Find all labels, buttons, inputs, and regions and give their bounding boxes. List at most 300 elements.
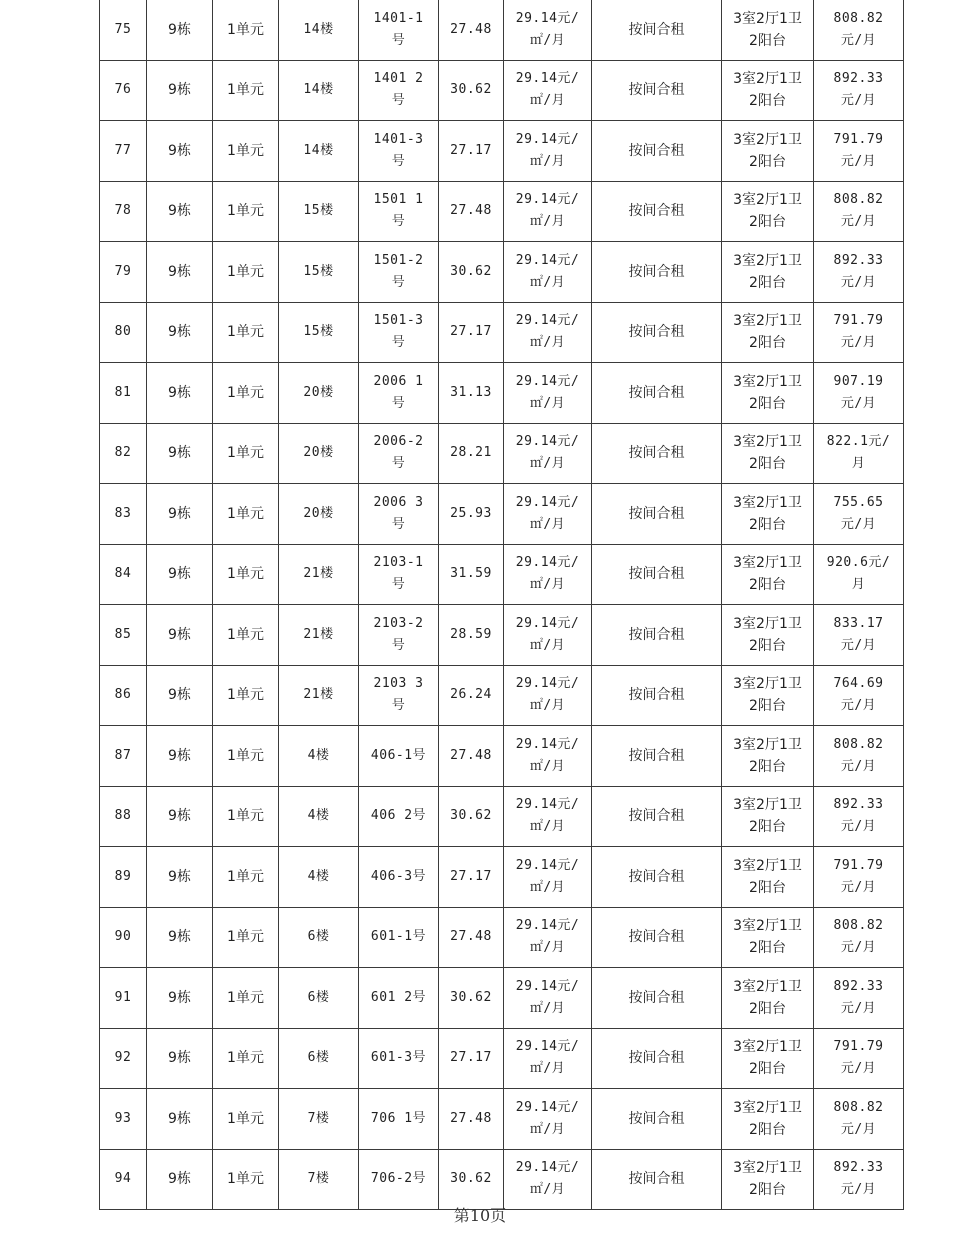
cell-building: 9栋 bbox=[147, 60, 213, 121]
cell-layout bbox=[722, 1028, 814, 1089]
cell-row-number: 89 bbox=[100, 847, 147, 908]
cell-unit-price bbox=[504, 1149, 592, 1210]
cell-room-number bbox=[359, 363, 439, 424]
cell-floor: 20楼 bbox=[279, 423, 359, 484]
cell-unit-price bbox=[504, 726, 592, 787]
cell-monthly-rent bbox=[814, 665, 904, 726]
cell-area: 30.62 bbox=[439, 1149, 504, 1210]
cell-building: 9栋 bbox=[147, 544, 213, 605]
cell-unit-price bbox=[504, 242, 592, 303]
cell-unit-price-line2: ㎡/月 bbox=[529, 758, 566, 774]
cell-monthly-rent-line1: 892.33 bbox=[833, 252, 884, 268]
cell-room-number-line1: 1501-2 bbox=[373, 252, 424, 268]
cell-layout-line2: 2阳台 bbox=[749, 577, 786, 594]
cell-unit-price bbox=[504, 847, 592, 908]
cell-unit-price-line2: ㎡/月 bbox=[529, 395, 566, 411]
cell-floor: 4楼 bbox=[279, 786, 359, 847]
cell-monthly-rent bbox=[814, 544, 904, 605]
cell-monthly-rent-line1: 892.33 bbox=[833, 978, 884, 994]
cell-unit-price bbox=[504, 484, 592, 545]
cell-monthly-rent bbox=[814, 968, 904, 1029]
cell-row-number: 82 bbox=[100, 423, 147, 484]
cell-room-number bbox=[359, 544, 439, 605]
cell-area: 27.48 bbox=[439, 0, 504, 60]
cell-floor: 14楼 bbox=[279, 0, 359, 60]
cell-rental-method: 按间合租 bbox=[592, 665, 722, 726]
table-row bbox=[100, 121, 904, 182]
cell-layout-line2: 2阳台 bbox=[749, 1182, 786, 1199]
cell-room-number bbox=[359, 786, 439, 847]
cell-unit-price-line1: 29.14元/ bbox=[515, 615, 580, 631]
cell-layout bbox=[722, 847, 814, 908]
cell-rental-method: 按间合租 bbox=[592, 907, 722, 968]
cell-layout bbox=[722, 60, 814, 121]
cell-unit-price bbox=[504, 786, 592, 847]
cell-layout-line2: 2阳台 bbox=[749, 637, 786, 654]
cell-unit-price-line1: 29.14元/ bbox=[515, 797, 580, 813]
cell-monthly-rent bbox=[814, 786, 904, 847]
cell-monthly-rent bbox=[814, 242, 904, 303]
cell-area: 31.59 bbox=[439, 544, 504, 605]
cell-layout-line1: 3室2厅1卫 bbox=[733, 615, 802, 632]
cell-unit-price-line1: 29.14元/ bbox=[515, 373, 580, 389]
cell-area: 27.48 bbox=[439, 726, 504, 787]
cell-unit-price-line1: 29.14元/ bbox=[515, 71, 580, 87]
cell-rental-method: 按间合租 bbox=[592, 1149, 722, 1210]
cell-room-number bbox=[359, 605, 439, 666]
cell-unit-price-line1: 29.14元/ bbox=[515, 1039, 580, 1055]
cell-layout-line1: 3室2厅1卫 bbox=[733, 192, 802, 209]
cell-room-number-line1: 2103-1 bbox=[373, 555, 424, 571]
cell-layout-line2: 2阳台 bbox=[749, 758, 786, 775]
cell-room-number bbox=[359, 847, 439, 908]
cell-room-number bbox=[359, 242, 439, 303]
cell-unit: 1单元 bbox=[213, 1028, 279, 1089]
cell-unit-price-line1: 29.14元/ bbox=[515, 434, 580, 450]
cell-layout bbox=[722, 363, 814, 424]
cell-area: 27.48 bbox=[439, 1089, 504, 1150]
cell-unit: 1单元 bbox=[213, 121, 279, 182]
cell-monthly-rent-line2: 元/月 bbox=[840, 32, 877, 48]
cell-floor: 6楼 bbox=[279, 968, 359, 1029]
cell-monthly-rent-line1: 920.6元/ bbox=[826, 555, 891, 571]
cell-unit: 1单元 bbox=[213, 665, 279, 726]
cell-unit-price-line2: ㎡/月 bbox=[529, 93, 566, 109]
cell-room-number-line2: 号 bbox=[391, 32, 406, 48]
rental-table bbox=[99, 0, 904, 1210]
cell-layout-line1: 3室2厅1卫 bbox=[733, 978, 802, 995]
cell-layout-line2: 2阳台 bbox=[749, 1000, 786, 1017]
cell-unit-price-line1: 29.14元/ bbox=[515, 252, 580, 268]
cell-floor: 15楼 bbox=[279, 242, 359, 303]
cell-room-number bbox=[359, 665, 439, 726]
cell-unit-price-line2: ㎡/月 bbox=[529, 32, 566, 48]
cell-unit-price bbox=[504, 665, 592, 726]
cell-room-number-line1: 1401-3 bbox=[373, 131, 424, 147]
cell-area: 28.21 bbox=[439, 423, 504, 484]
cell-room-number-line1: 406-1号 bbox=[370, 747, 427, 763]
cell-monthly-rent-line1: 833.17 bbox=[833, 615, 884, 631]
cell-layout-line1: 3室2厅1卫 bbox=[733, 494, 802, 511]
cell-layout bbox=[722, 1089, 814, 1150]
cell-unit-price bbox=[504, 181, 592, 242]
cell-unit-price bbox=[504, 968, 592, 1029]
cell-floor: 6楼 bbox=[279, 1028, 359, 1089]
table-row bbox=[100, 907, 904, 968]
cell-monthly-rent-line1: 808.82 bbox=[833, 1099, 884, 1115]
cell-building: 9栋 bbox=[147, 847, 213, 908]
cell-monthly-rent-line1: 791.79 bbox=[833, 313, 884, 329]
cell-unit: 1单元 bbox=[213, 605, 279, 666]
cell-unit-price-line1: 29.14元/ bbox=[515, 1099, 580, 1115]
cell-room-number-line1: 406 2号 bbox=[370, 808, 427, 824]
cell-monthly-rent-line1: 892.33 bbox=[833, 1160, 884, 1176]
cell-layout-line1: 3室2厅1卫 bbox=[733, 434, 802, 451]
cell-floor: 20楼 bbox=[279, 363, 359, 424]
table-row bbox=[100, 1028, 904, 1089]
cell-room-number bbox=[359, 0, 439, 60]
cell-building: 9栋 bbox=[147, 242, 213, 303]
cell-rental-method: 按间合租 bbox=[592, 0, 722, 60]
cell-building: 9栋 bbox=[147, 484, 213, 545]
cell-floor: 7楼 bbox=[279, 1149, 359, 1210]
cell-building: 9栋 bbox=[147, 1149, 213, 1210]
cell-layout bbox=[722, 302, 814, 363]
table-row bbox=[100, 181, 904, 242]
cell-room-number-line1: 601-3号 bbox=[370, 1050, 427, 1066]
cell-monthly-rent bbox=[814, 60, 904, 121]
cell-unit-price bbox=[504, 121, 592, 182]
cell-monthly-rent-line2: 元/月 bbox=[840, 637, 877, 653]
cell-rental-method: 按间合租 bbox=[592, 60, 722, 121]
cell-row-number: 87 bbox=[100, 726, 147, 787]
cell-building: 9栋 bbox=[147, 302, 213, 363]
cell-unit-price-line1: 29.14元/ bbox=[515, 978, 580, 994]
cell-monthly-rent-line1: 791.79 bbox=[833, 131, 884, 147]
cell-unit-price bbox=[504, 363, 592, 424]
cell-unit-price-line1: 29.14元/ bbox=[515, 1160, 580, 1176]
cell-floor: 14楼 bbox=[279, 121, 359, 182]
table-row bbox=[100, 242, 904, 303]
cell-layout-line2: 2阳台 bbox=[749, 153, 786, 170]
cell-room-number-line1: 2006 1 bbox=[373, 373, 424, 389]
cell-rental-method: 按间合租 bbox=[592, 484, 722, 545]
cell-monthly-rent bbox=[814, 907, 904, 968]
cell-layout bbox=[722, 907, 814, 968]
table-row bbox=[100, 665, 904, 726]
cell-building: 9栋 bbox=[147, 423, 213, 484]
cell-layout-line2: 2阳台 bbox=[749, 32, 786, 49]
cell-unit: 1单元 bbox=[213, 363, 279, 424]
cell-monthly-rent bbox=[814, 1028, 904, 1089]
cell-room-number-line2: 号 bbox=[391, 577, 406, 593]
cell-room-number-line1: 2103-2 bbox=[373, 615, 424, 631]
cell-building: 9栋 bbox=[147, 121, 213, 182]
cell-room-number-line1: 1501 1 bbox=[373, 192, 424, 208]
cell-area: 27.17 bbox=[439, 1028, 504, 1089]
cell-unit-price-line1: 29.14元/ bbox=[515, 10, 580, 26]
cell-layout-line1: 3室2厅1卫 bbox=[733, 313, 802, 330]
table-row bbox=[100, 1089, 904, 1150]
cell-monthly-rent bbox=[814, 484, 904, 545]
cell-unit: 1单元 bbox=[213, 0, 279, 60]
cell-layout bbox=[722, 181, 814, 242]
cell-area: 30.62 bbox=[439, 242, 504, 303]
cell-room-number-line1: 601-1号 bbox=[370, 929, 427, 945]
cell-room-number bbox=[359, 302, 439, 363]
table-row bbox=[100, 1149, 904, 1210]
cell-unit: 1单元 bbox=[213, 1089, 279, 1150]
cell-monthly-rent-line1: 791.79 bbox=[833, 1039, 884, 1055]
cell-layout bbox=[722, 544, 814, 605]
cell-area: 27.48 bbox=[439, 907, 504, 968]
cell-monthly-rent-line1: 808.82 bbox=[833, 918, 884, 934]
cell-monthly-rent-line1: 808.82 bbox=[833, 736, 884, 752]
cell-unit: 1单元 bbox=[213, 302, 279, 363]
cell-room-number bbox=[359, 423, 439, 484]
table-row bbox=[100, 302, 904, 363]
table-body bbox=[100, 0, 904, 1210]
cell-monthly-rent bbox=[814, 0, 904, 60]
cell-area: 31.13 bbox=[439, 363, 504, 424]
cell-row-number: 81 bbox=[100, 363, 147, 424]
cell-layout bbox=[722, 242, 814, 303]
cell-monthly-rent-line2: 元/月 bbox=[840, 819, 877, 835]
cell-unit-price-line2: ㎡/月 bbox=[529, 819, 566, 835]
cell-unit-price-line1: 29.14元/ bbox=[515, 494, 580, 510]
cell-unit-price-line1: 29.14元/ bbox=[515, 131, 580, 147]
table-row bbox=[100, 484, 904, 545]
cell-unit-price-line2: ㎡/月 bbox=[529, 940, 566, 956]
cell-room-number-line2: 号 bbox=[391, 93, 406, 109]
cell-monthly-rent-line1: 892.33 bbox=[833, 797, 884, 813]
cell-monthly-rent-line2: 元/月 bbox=[840, 395, 877, 411]
cell-unit-price-line2: ㎡/月 bbox=[529, 214, 566, 230]
cell-unit-price-line1: 29.14元/ bbox=[515, 676, 580, 692]
cell-layout-line2: 2阳台 bbox=[749, 940, 786, 957]
cell-room-number bbox=[359, 1089, 439, 1150]
cell-layout bbox=[722, 0, 814, 60]
cell-unit-price-line1: 29.14元/ bbox=[515, 555, 580, 571]
cell-unit-price bbox=[504, 1089, 592, 1150]
cell-room-number-line1: 2006-2 bbox=[373, 434, 424, 450]
cell-monthly-rent-line2: 元/月 bbox=[840, 153, 877, 169]
cell-monthly-rent bbox=[814, 363, 904, 424]
cell-room-number bbox=[359, 726, 439, 787]
cell-room-number bbox=[359, 60, 439, 121]
cell-row-number: 75 bbox=[100, 0, 147, 60]
cell-unit-price-line2: ㎡/月 bbox=[529, 698, 566, 714]
cell-unit-price-line1: 29.14元/ bbox=[515, 313, 580, 329]
cell-row-number: 79 bbox=[100, 242, 147, 303]
cell-building: 9栋 bbox=[147, 1089, 213, 1150]
cell-unit-price bbox=[504, 60, 592, 121]
cell-unit: 1单元 bbox=[213, 60, 279, 121]
cell-layout-line2: 2阳台 bbox=[749, 879, 786, 896]
cell-monthly-rent-line1: 892.33 bbox=[833, 71, 884, 87]
cell-room-number-line1: 706-2号 bbox=[370, 1171, 427, 1187]
cell-monthly-rent-line2: 元/月 bbox=[840, 1061, 877, 1077]
cell-unit-price-line2: ㎡/月 bbox=[529, 1121, 566, 1137]
cell-monthly-rent-line1: 907.19 bbox=[833, 373, 884, 389]
cell-building: 9栋 bbox=[147, 907, 213, 968]
cell-layout-line1: 3室2厅1卫 bbox=[733, 1160, 802, 1177]
cell-building: 9栋 bbox=[147, 968, 213, 1029]
table-row bbox=[100, 60, 904, 121]
cell-room-number bbox=[359, 968, 439, 1029]
cell-rental-method: 按间合租 bbox=[592, 302, 722, 363]
cell-unit-price bbox=[504, 423, 592, 484]
cell-floor: 6楼 bbox=[279, 907, 359, 968]
cell-monthly-rent bbox=[814, 605, 904, 666]
cell-room-number-line1: 1401-1 bbox=[373, 10, 424, 26]
cell-room-number-line2: 号 bbox=[391, 456, 406, 472]
cell-building: 9栋 bbox=[147, 1028, 213, 1089]
cell-row-number: 86 bbox=[100, 665, 147, 726]
cell-building: 9栋 bbox=[147, 363, 213, 424]
cell-row-number: 85 bbox=[100, 605, 147, 666]
cell-monthly-rent-line2: 元/月 bbox=[840, 274, 877, 290]
cell-layout-line2: 2阳台 bbox=[749, 516, 786, 533]
cell-monthly-rent-line1: 808.82 bbox=[833, 10, 884, 26]
cell-area: 25.93 bbox=[439, 484, 504, 545]
table-row bbox=[100, 968, 904, 1029]
cell-rental-method: 按间合租 bbox=[592, 786, 722, 847]
cell-layout-line1: 3室2厅1卫 bbox=[733, 676, 802, 693]
cell-room-number-line2: 号 bbox=[391, 153, 406, 169]
cell-floor: 21楼 bbox=[279, 665, 359, 726]
cell-row-number: 93 bbox=[100, 1089, 147, 1150]
cell-room-number bbox=[359, 121, 439, 182]
table-row bbox=[100, 544, 904, 605]
cell-row-number: 92 bbox=[100, 1028, 147, 1089]
cell-unit-price-line2: ㎡/月 bbox=[529, 637, 566, 653]
cell-monthly-rent-line2: 元/月 bbox=[840, 879, 877, 895]
table-row bbox=[100, 847, 904, 908]
cell-floor: 20楼 bbox=[279, 484, 359, 545]
cell-layout-line2: 2阳台 bbox=[749, 1121, 786, 1138]
cell-room-number-line1: 406-3号 bbox=[370, 868, 427, 884]
cell-floor: 15楼 bbox=[279, 302, 359, 363]
cell-unit-price-line2: ㎡/月 bbox=[529, 577, 566, 593]
cell-rental-method: 按间合租 bbox=[592, 605, 722, 666]
cell-rental-method: 按间合租 bbox=[592, 847, 722, 908]
cell-area: 30.62 bbox=[439, 968, 504, 1029]
cell-unit-price-line1: 29.14元/ bbox=[515, 736, 580, 752]
cell-floor: 4楼 bbox=[279, 847, 359, 908]
cell-unit-price-line2: ㎡/月 bbox=[529, 274, 566, 290]
cell-monthly-rent bbox=[814, 847, 904, 908]
cell-rental-method: 按间合租 bbox=[592, 1028, 722, 1089]
table-row bbox=[100, 423, 904, 484]
cell-unit-price bbox=[504, 544, 592, 605]
cell-layout-line2: 2阳台 bbox=[749, 1061, 786, 1078]
cell-monthly-rent-line2: 月 bbox=[851, 577, 866, 593]
cell-room-number-line2: 号 bbox=[391, 335, 406, 351]
cell-unit: 1单元 bbox=[213, 726, 279, 787]
cell-unit-price-line1: 29.14元/ bbox=[515, 857, 580, 873]
cell-unit-price-line2: ㎡/月 bbox=[529, 516, 566, 532]
cell-monthly-rent-line2: 元/月 bbox=[840, 214, 877, 230]
cell-floor: 7楼 bbox=[279, 1089, 359, 1150]
cell-room-number-line1: 1401 2 bbox=[373, 71, 424, 87]
cell-building: 9栋 bbox=[147, 605, 213, 666]
cell-rental-method: 按间合租 bbox=[592, 1089, 722, 1150]
cell-rental-method: 按间合租 bbox=[592, 423, 722, 484]
cell-floor: 21楼 bbox=[279, 544, 359, 605]
cell-unit-price-line1: 29.14元/ bbox=[515, 192, 580, 208]
cell-row-number: 83 bbox=[100, 484, 147, 545]
cell-layout bbox=[722, 786, 814, 847]
cell-layout bbox=[722, 1149, 814, 1210]
cell-rental-method: 按间合租 bbox=[592, 121, 722, 182]
cell-rental-method: 按间合租 bbox=[592, 968, 722, 1029]
cell-room-number bbox=[359, 907, 439, 968]
cell-monthly-rent-line1: 822.1元/ bbox=[826, 434, 891, 450]
cell-floor: 14楼 bbox=[279, 60, 359, 121]
cell-room-number-line2: 号 bbox=[391, 637, 406, 653]
cell-rental-method: 按间合租 bbox=[592, 726, 722, 787]
cell-layout-line2: 2阳台 bbox=[749, 93, 786, 110]
cell-layout bbox=[722, 423, 814, 484]
cell-layout-line1: 3室2厅1卫 bbox=[733, 736, 802, 753]
cell-monthly-rent-line1: 808.82 bbox=[833, 192, 884, 208]
cell-layout-line1: 3室2厅1卫 bbox=[733, 555, 802, 572]
cell-monthly-rent bbox=[814, 726, 904, 787]
cell-unit-price-line2: ㎡/月 bbox=[529, 335, 566, 351]
cell-unit: 1单元 bbox=[213, 181, 279, 242]
cell-monthly-rent bbox=[814, 423, 904, 484]
cell-layout-line2: 2阳台 bbox=[749, 819, 786, 836]
cell-area: 28.59 bbox=[439, 605, 504, 666]
cell-layout bbox=[722, 726, 814, 787]
cell-monthly-rent bbox=[814, 181, 904, 242]
cell-layout-line1: 3室2厅1卫 bbox=[733, 131, 802, 148]
cell-unit-price-line2: ㎡/月 bbox=[529, 1000, 566, 1016]
cell-building: 9栋 bbox=[147, 726, 213, 787]
cell-unit: 1单元 bbox=[213, 786, 279, 847]
cell-unit: 1单元 bbox=[213, 1149, 279, 1210]
cell-monthly-rent-line2: 元/月 bbox=[840, 698, 877, 714]
cell-area: 30.62 bbox=[439, 60, 504, 121]
cell-area: 27.17 bbox=[439, 302, 504, 363]
page-number: 第10页 bbox=[453, 1206, 507, 1225]
cell-monthly-rent-line2: 元/月 bbox=[840, 1000, 877, 1016]
cell-monthly-rent-line1: 791.79 bbox=[833, 857, 884, 873]
table-row bbox=[100, 363, 904, 424]
cell-room-number bbox=[359, 1028, 439, 1089]
cell-layout-line1: 3室2厅1卫 bbox=[733, 857, 802, 874]
cell-unit-price-line2: ㎡/月 bbox=[529, 1061, 566, 1077]
cell-unit-price bbox=[504, 1028, 592, 1089]
cell-row-number: 80 bbox=[100, 302, 147, 363]
cell-area: 27.17 bbox=[439, 121, 504, 182]
cell-monthly-rent-line2: 元/月 bbox=[840, 516, 877, 532]
table-row bbox=[100, 605, 904, 666]
cell-row-number: 84 bbox=[100, 544, 147, 605]
cell-floor: 15楼 bbox=[279, 181, 359, 242]
cell-room-number-line1: 1501-3 bbox=[373, 313, 424, 329]
cell-room-number-line1: 2103 3 bbox=[373, 676, 424, 692]
cell-monthly-rent-line2: 元/月 bbox=[840, 1182, 877, 1198]
cell-row-number: 91 bbox=[100, 968, 147, 1029]
cell-room-number-line2: 号 bbox=[391, 214, 406, 230]
cell-layout bbox=[722, 484, 814, 545]
cell-unit-price-line2: ㎡/月 bbox=[529, 456, 566, 472]
cell-floor: 4楼 bbox=[279, 726, 359, 787]
cell-building: 9栋 bbox=[147, 181, 213, 242]
cell-layout-line2: 2阳台 bbox=[749, 456, 786, 473]
